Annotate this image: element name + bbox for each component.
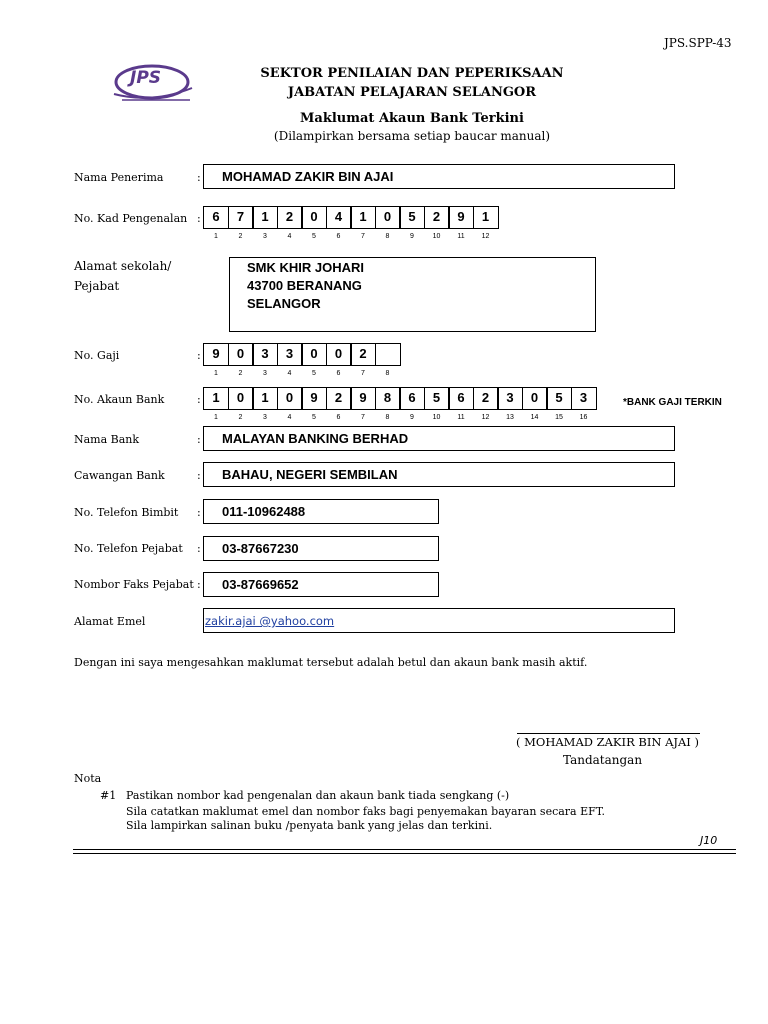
footer-rule-top xyxy=(73,849,736,850)
alamat-line: 43700 BERANANG xyxy=(247,278,362,293)
digit-cell[interactable]: 5 xyxy=(399,206,425,229)
gaji-label: No. Gaji xyxy=(74,349,120,362)
nama-bank-label: Nama Bank xyxy=(74,433,140,446)
alamat-label-line1: Alamat sekolah/ xyxy=(74,259,172,273)
digit-cell[interactable]: 1 xyxy=(252,387,278,410)
cell-index: 8 xyxy=(385,370,390,377)
alamat-field[interactable] xyxy=(229,257,596,332)
digit-cell[interactable]: 0 xyxy=(228,343,254,366)
header-line1: SEKTOR PENILAIAN DAN PEPERIKSAAN xyxy=(260,66,564,81)
cell-index: 5 xyxy=(312,370,316,377)
telefon-pejabat-field[interactable] xyxy=(203,536,439,561)
digit-cell[interactable] xyxy=(375,343,401,366)
cell-index: 9 xyxy=(410,414,414,421)
cawangan-bank-label: Cawangan Bank xyxy=(74,469,165,482)
digit-cell[interactable]: 0 xyxy=(326,343,352,366)
digit-cell[interactable]: 3 xyxy=(277,343,303,366)
digit-cell[interactable]: 0 xyxy=(522,387,548,410)
digit-cell[interactable]: 1 xyxy=(203,387,229,410)
cell-index: 8 xyxy=(385,414,390,421)
alamat-label-line2: Pejabat xyxy=(74,279,120,293)
notes-line: Pastikan nombor kad pengenalan dan akaun bank tiada sengkang (-) xyxy=(126,789,510,802)
alamat-line: SMK KHIR JOHARI xyxy=(247,260,365,275)
telefon-pejabat-value: 03-87667230 xyxy=(222,541,299,556)
colon: : xyxy=(197,578,201,591)
signature-caption: Tandatangan xyxy=(563,753,643,767)
header-line2: JABATAN PELAJARAN SELANGOR xyxy=(287,85,537,100)
digit-cell[interactable]: 9 xyxy=(448,206,474,229)
digit-cell[interactable]: 0 xyxy=(277,387,303,410)
colon: : xyxy=(197,212,201,225)
digit-cell[interactable]: 0 xyxy=(301,206,327,229)
cell-index: 15 xyxy=(555,414,563,421)
digit-cell[interactable]: 2 xyxy=(350,343,376,366)
colon: : xyxy=(197,506,201,519)
form-subtitle: (Dilampirkan bersama setiap baucar manual) xyxy=(273,129,551,143)
cell-index: 7 xyxy=(361,233,365,240)
bank-gaji-note: *BANK GAJI TERKIN xyxy=(623,397,722,408)
faks-pejabat-value: 03-87669652 xyxy=(222,577,299,592)
cell-index: 2 xyxy=(238,370,243,377)
digit-cell[interactable]: 1 xyxy=(473,206,499,229)
cell-index: 11 xyxy=(457,414,465,421)
digit-cell[interactable]: 9 xyxy=(350,387,376,410)
akaun-bank-label: No. Akaun Bank xyxy=(74,393,165,406)
digit-cell[interactable]: 6 xyxy=(448,387,474,410)
digit-cell[interactable]: 6 xyxy=(203,206,229,229)
digit-cell[interactable]: 7 xyxy=(228,206,254,229)
cell-index: 4 xyxy=(287,370,292,377)
cell-index: 10 xyxy=(432,414,441,421)
telefon-bimbit-label: No. Telefon Bimbit xyxy=(74,506,179,519)
notes-line: Sila catatkan maklumat emel dan nombor faks bagi penyemakan bayaran secara EFT. xyxy=(126,805,605,818)
colon: : xyxy=(197,469,201,482)
colon: : xyxy=(197,393,201,406)
signature-line xyxy=(517,733,700,734)
form-code: JPS.SPP-43 xyxy=(664,36,732,50)
emel-value[interactable]: zakir.ajai @yahoo.com xyxy=(205,614,335,628)
telefon-pejabat-label: No. Telefon Pejabat xyxy=(74,542,183,555)
akaun-bank-cells[interactable] xyxy=(203,387,597,421)
cell-index: 10 xyxy=(432,233,441,240)
cawangan-bank-value: BAHAU, NEGERI SEMBILAN xyxy=(222,467,398,482)
signature-name: ( MOHAMAD ZAKIR BIN AJAI ) xyxy=(516,735,699,749)
cell-index: 14 xyxy=(530,414,539,421)
logo-text: JPS xyxy=(130,68,162,88)
cawangan-bank-field[interactable] xyxy=(203,462,675,487)
digit-cell[interactable]: 0 xyxy=(375,206,401,229)
cell-index: 2 xyxy=(238,414,243,421)
cell-index: 8 xyxy=(385,233,390,240)
digit-cell[interactable]: 3 xyxy=(497,387,523,410)
digit-cell[interactable]: 8 xyxy=(375,387,401,410)
cell-index: 4 xyxy=(287,414,292,421)
notes-line: Sila lampirkan salinan buku /penyata bank yang jelas dan terkini. xyxy=(126,819,493,832)
nama-bank-value: MALAYAN BANKING BERHAD xyxy=(222,431,409,446)
nama-bank-field[interactable] xyxy=(203,426,675,451)
digit-cell[interactable]: 0 xyxy=(228,387,254,410)
cell-index: 1 xyxy=(214,370,218,377)
colon: : xyxy=(197,433,201,446)
cell-index: 2 xyxy=(238,233,243,240)
digit-cell[interactable]: 2 xyxy=(277,206,303,229)
gaji-cells[interactable] xyxy=(203,343,401,377)
digit-cell[interactable]: 5 xyxy=(546,387,572,410)
cell-index: 3 xyxy=(263,370,267,377)
cell-index: 7 xyxy=(361,414,365,421)
digit-cell[interactable]: 4 xyxy=(326,206,352,229)
cell-index: 3 xyxy=(263,233,267,240)
telefon-bimbit-value: 011-10962488 xyxy=(222,504,306,519)
faks-pejabat-field[interactable] xyxy=(203,572,439,597)
digit-cell[interactable]: 3 xyxy=(571,387,597,410)
digit-cell[interactable]: 5 xyxy=(424,387,450,410)
nama-penerima-field[interactable] xyxy=(203,164,675,189)
emel-field[interactable] xyxy=(203,608,675,633)
cell-index: 9 xyxy=(410,233,414,240)
digit-cell[interactable]: 1 xyxy=(350,206,376,229)
cell-index: 4 xyxy=(287,233,292,240)
cell-index: 16 xyxy=(579,414,588,421)
notes-marker: #1 xyxy=(100,789,117,802)
form-title: Maklumat Akaun Bank Terkini xyxy=(300,111,524,126)
digit-cell[interactable]: 6 xyxy=(399,387,425,410)
kad-pengenalan-label: No. Kad Pengenalan xyxy=(74,212,188,225)
faks-pejabat-label: Nombor Faks Pejabat xyxy=(74,578,194,591)
digit-cell[interactable]: 0 xyxy=(301,343,327,366)
cell-index: 6 xyxy=(336,233,341,240)
alamat-line: SELANGOR xyxy=(247,296,321,311)
footer-code: J10 xyxy=(700,834,718,847)
notes-heading: Nota xyxy=(74,772,102,785)
cell-index: 6 xyxy=(336,370,341,377)
footer-rule-bottom xyxy=(73,853,736,854)
digit-cell[interactable]: 2 xyxy=(473,387,499,410)
digit-cell[interactable]: 1 xyxy=(252,206,278,229)
cell-index: 13 xyxy=(506,414,514,421)
cell-index: 12 xyxy=(481,233,490,240)
cell-index: 11 xyxy=(457,233,465,240)
colon: : xyxy=(197,349,201,362)
colon: : xyxy=(197,542,201,555)
digit-cell[interactable]: 9 xyxy=(301,387,327,410)
cell-index: 7 xyxy=(361,370,365,377)
digit-cell[interactable]: 2 xyxy=(424,206,450,229)
cell-index: 5 xyxy=(312,414,316,421)
cell-index: 12 xyxy=(481,414,490,421)
cell-index: 5 xyxy=(312,233,316,240)
digit-cell[interactable]: 9 xyxy=(203,343,229,366)
cell-index: 6 xyxy=(336,414,341,421)
cell-index: 3 xyxy=(263,414,267,421)
kad-pengenalan-cells[interactable] xyxy=(203,206,499,240)
colon: : xyxy=(197,171,201,184)
digit-cell[interactable]: 2 xyxy=(326,387,352,410)
cell-index: 1 xyxy=(214,414,218,421)
telefon-bimbit-field[interactable] xyxy=(203,499,439,524)
declaration-text: Dengan ini saya mengesahkan maklumat tersebut adalah betul dan akaun bank masih aktif. xyxy=(74,656,588,669)
nama-penerima-label: Nama Penerima xyxy=(74,171,164,184)
emel-label: Alamat Emel xyxy=(74,615,146,628)
digit-cell[interactable]: 3 xyxy=(252,343,278,366)
cell-index: 1 xyxy=(214,233,218,240)
nama-penerima-value: MOHAMAD ZAKIR BIN AJAI xyxy=(222,169,394,184)
